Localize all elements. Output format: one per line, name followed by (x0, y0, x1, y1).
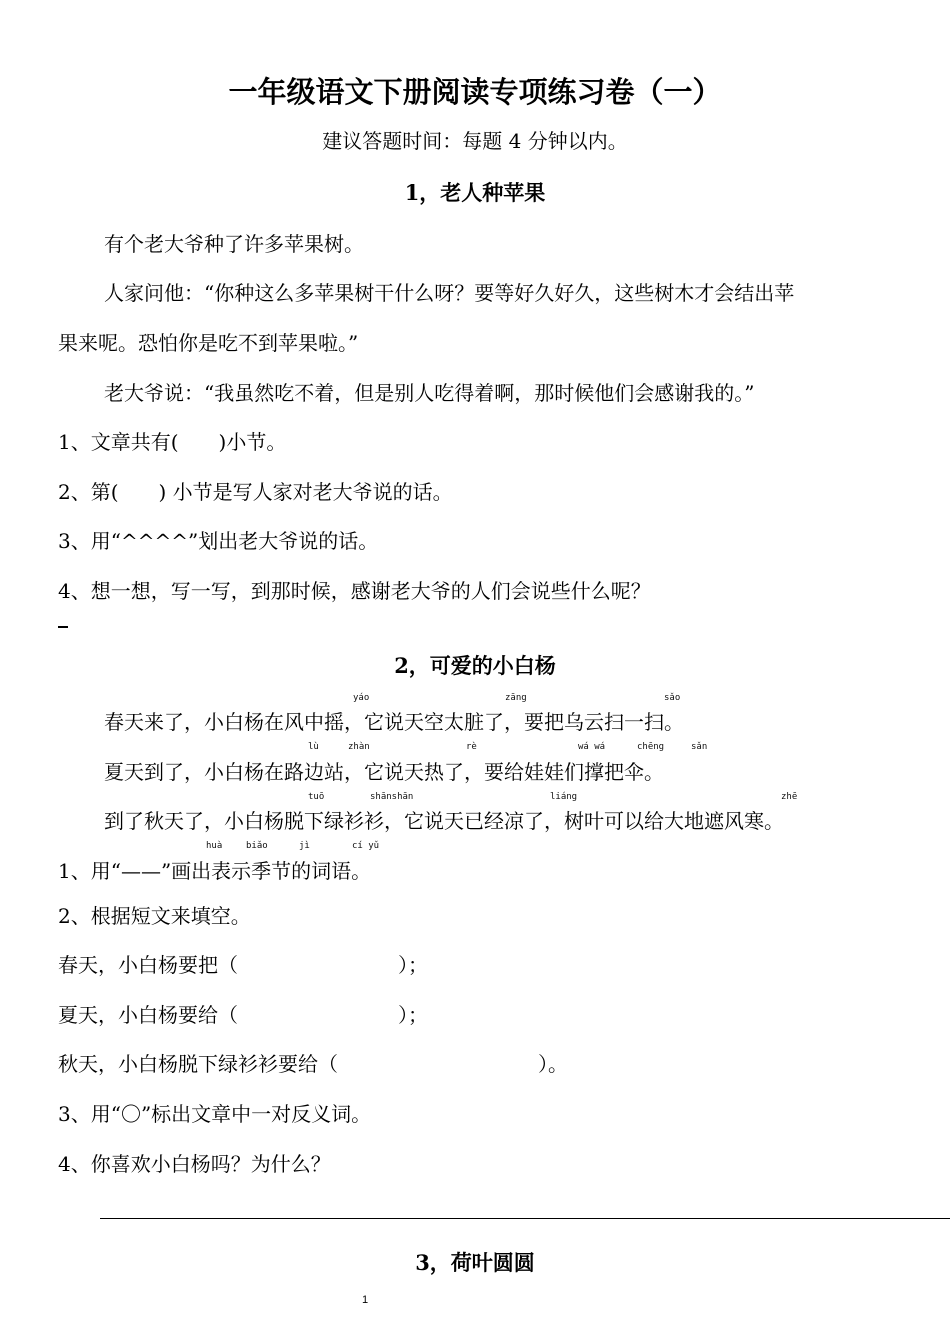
s1-paragraph-2-line-1: 人家问他：“你种这么多苹果树干什么呀？要等好久好久，这些树木才会结出苹 (104, 281, 795, 305)
s2-question-1: 1、用“——”画出表示季节的词语。 (58, 859, 372, 883)
page-number: 1 (361, 1294, 369, 1306)
s1-question-4: 4、想一想，写一写，到那时候，感谢老大爷的人们会说些什么呢？ (58, 579, 651, 603)
s1-question-3: 3、用“^^^^”划出老大爷说的话。 (58, 529, 379, 553)
pinyin-re: rè (466, 742, 477, 752)
pinyin-liang: liáng (550, 792, 578, 802)
s2-fill-spring: 春天，小白杨要把（ ）； (58, 953, 428, 977)
section-3-heading: 3，荷叶圆圆 (415, 1250, 535, 1275)
time-suggestion: 建议答题时间：每题 4 分钟以内。 (322, 129, 628, 153)
pinyin-hua: huà (206, 841, 223, 851)
pinyin-zhe: zhē (781, 792, 798, 802)
answer-line-mark (58, 626, 68, 628)
s1-question-2: 2、第( ) 小节是写人家对老大爷说的话。 (58, 480, 453, 504)
answer-rule-line (100, 1218, 950, 1219)
pinyin-biao: biǎo (246, 841, 268, 851)
pinyin-ji: jì (299, 841, 310, 851)
s2-paragraph-3: 到了秋天了，小白杨脱下绿衫衫，它说天已经凉了，树叶可以给大地遮风寒。 (104, 809, 784, 833)
s2-question-4: 4、你喜欢小白杨吗？为什么？ (58, 1152, 331, 1176)
pinyin-wawa: wá wá (578, 742, 606, 752)
s1-question-1: 1、文章共有( )小节。 (58, 430, 287, 454)
pinyin-yao: yáo (353, 693, 370, 703)
pinyin-lu: lù (308, 742, 319, 752)
pinyin-ciyu: cí yǔ (352, 841, 380, 851)
s2-fill-autumn: 秋天，小白杨脱下绿衫衫要给（ ）。 (58, 1052, 568, 1076)
s1-paragraph-3: 老大爷说：“我虽然吃不着，但是别人吃得着啊，那时候他们会感谢我的。” (104, 381, 755, 405)
s2-question-2: 2、根据短文来填空。 (58, 904, 251, 928)
section-2-heading: 2，可爱的小白杨 (394, 653, 556, 678)
s2-paragraph-2: 夏天到了，小白杨在路边站，它说天热了，要给娃娃们撑把伞。 (104, 760, 664, 784)
s2-fill-summer: 夏天，小白杨要给（ ）； (58, 1003, 428, 1027)
s1-paragraph-2-line-2: 果来呢。恐怕你是吃不到苹果啦。” (58, 331, 359, 355)
pinyin-san: sǎn (691, 742, 708, 752)
pinyin-sao: sǎo (664, 693, 681, 703)
s1-paragraph-1: 有个老大爷种了许多苹果树。 (104, 232, 364, 256)
pinyin-cheng: chēng (637, 742, 665, 752)
section-1-heading: 1，老人种苹果 (404, 180, 546, 205)
pinyin-zhan: zhàn (348, 742, 370, 752)
page-title: 一年级语文下册阅读专项练习卷（一） (228, 75, 722, 109)
pinyin-tuo: tuō (308, 792, 325, 802)
pinyin-zang: zāng (505, 693, 527, 703)
s2-question-3: 3、用“〇”标出文章中一对反义词。 (58, 1102, 372, 1126)
pinyin-shanshan: shānshān (370, 792, 414, 802)
s2-paragraph-1: 春天来了，小白杨在风中摇，它说天空太脏了，要把乌云扫一扫。 (104, 710, 684, 734)
